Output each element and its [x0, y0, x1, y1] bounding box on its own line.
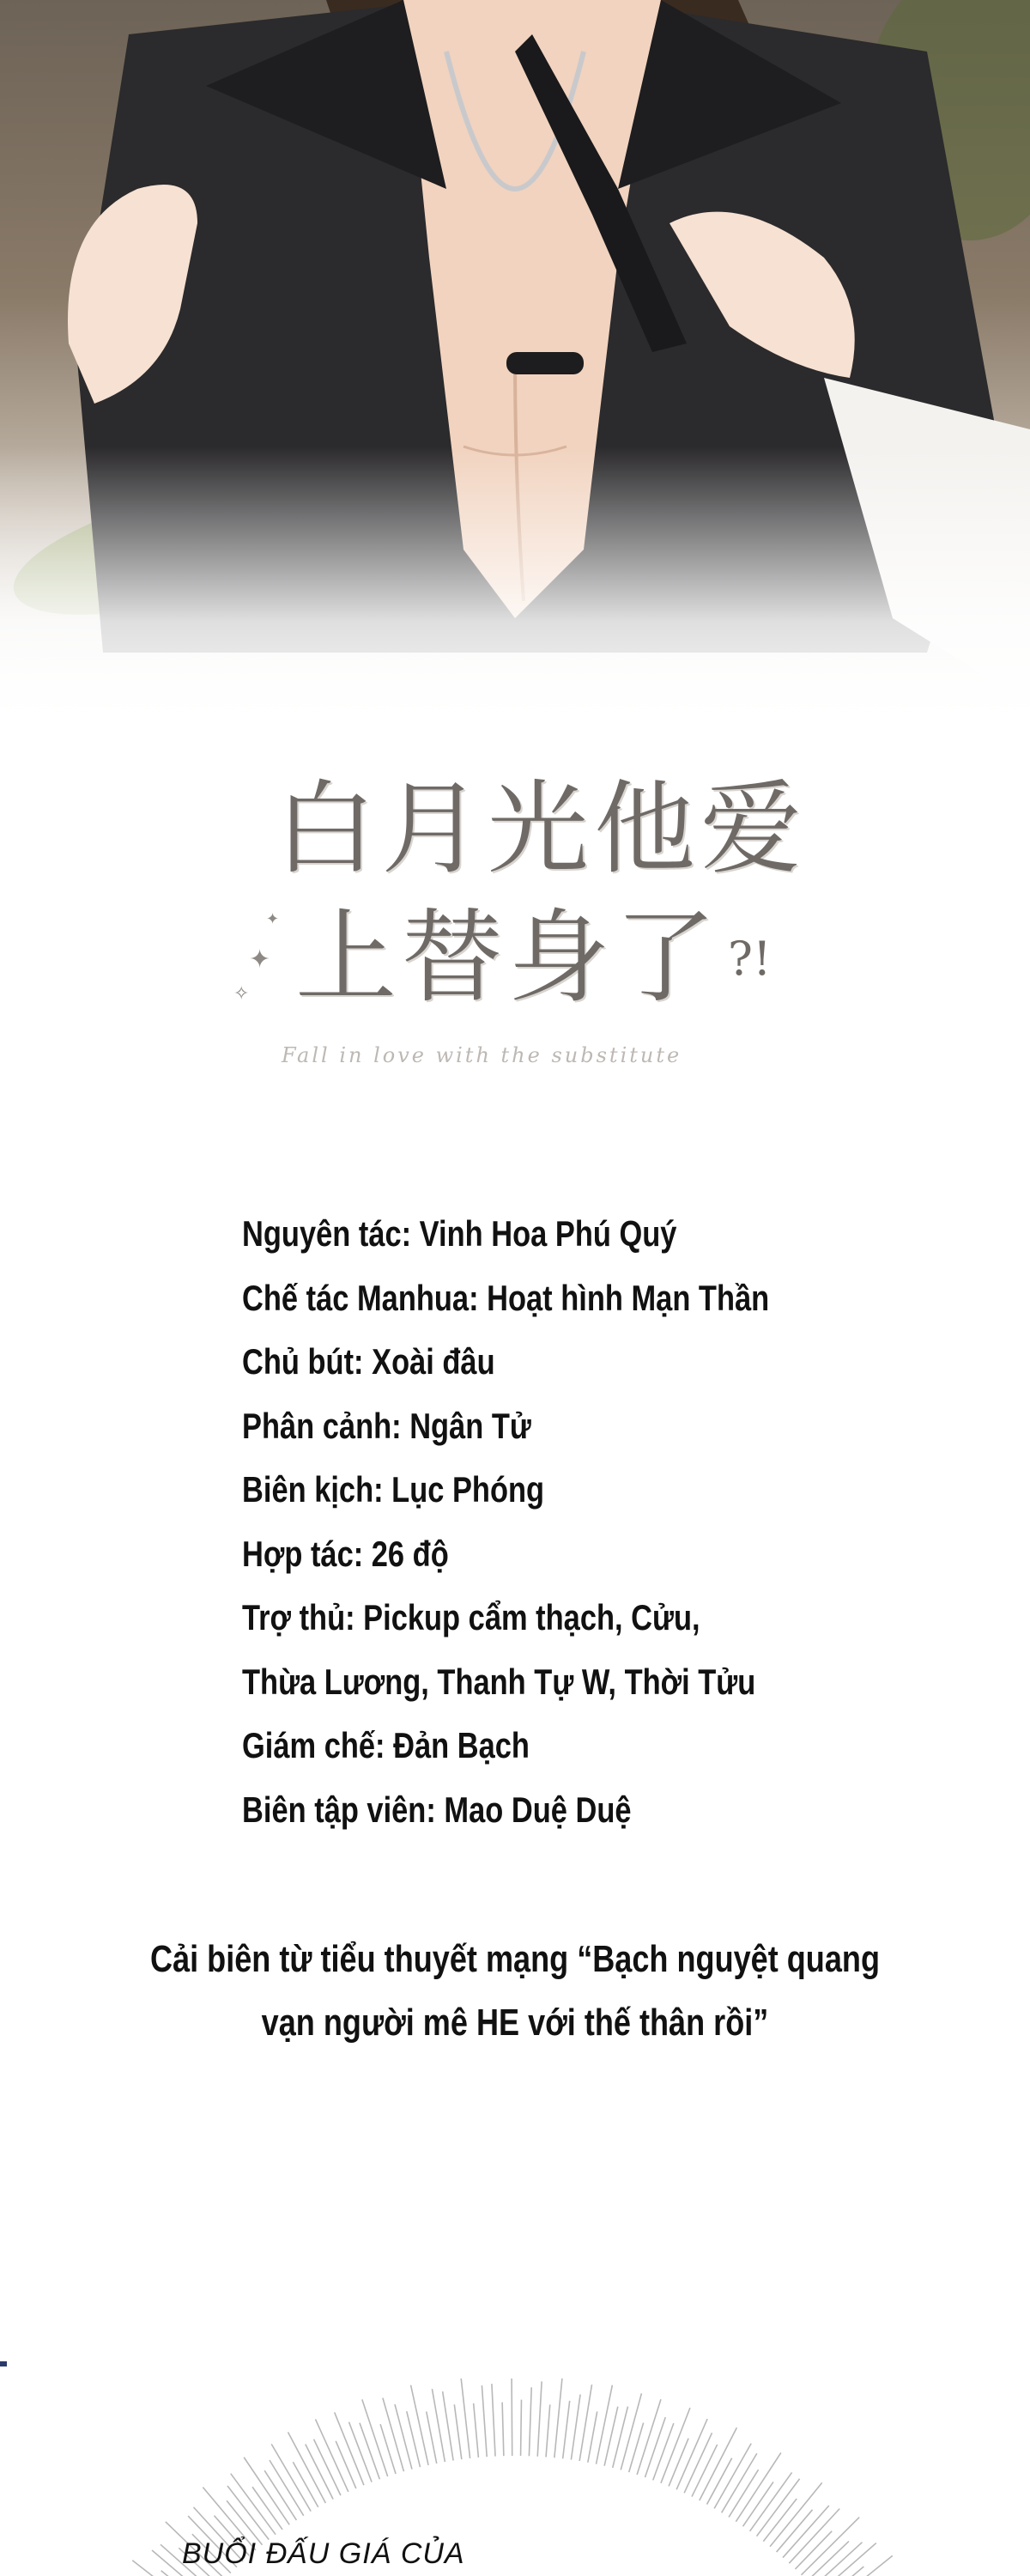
burst-line — [492, 2384, 495, 2456]
burst-line — [588, 2411, 597, 2462]
burst-line — [700, 2427, 737, 2500]
burst-line — [336, 2441, 356, 2488]
panel-caption: BUỔI ĐẤU GIÁ CỦA — [182, 2537, 465, 2570]
burst-line — [653, 2423, 674, 2480]
burst-line — [537, 2381, 542, 2456]
burst-line — [637, 2399, 661, 2475]
credit-original-author: Nguyên tác: Vinh Hoa Phú Quý — [242, 1213, 677, 1254]
burst-line — [383, 2398, 404, 2472]
adaptation-line-1: Cải biên từ tiểu thuyết mạng “Bạch nguyệt quang — [149, 1938, 881, 1980]
burst-line — [736, 2452, 781, 2521]
burst-line — [707, 2458, 732, 2505]
burst-line — [757, 2479, 800, 2537]
logo-punctuation: ?! — [728, 932, 772, 986]
burst-line — [571, 2395, 580, 2460]
burst-line — [293, 2462, 318, 2506]
burst-line — [502, 2403, 504, 2457]
burst-line — [813, 2543, 862, 2576]
burst-line — [227, 2486, 269, 2540]
burst-line — [231, 2474, 276, 2535]
burst-line — [454, 2404, 462, 2459]
burst-line — [563, 2401, 570, 2458]
burst-line — [621, 2393, 641, 2470]
burst-line — [722, 2453, 757, 2512]
credit-assistants-cont: Thừa Lương, Thanh Tự W, Thời Tửu — [242, 1661, 756, 1702]
burst-line — [461, 2379, 470, 2458]
burst-line — [807, 2542, 849, 2576]
credit-assistants: Trợ thủ: Pickup cẩm thạch, Cửu, — [242, 1597, 700, 1637]
burst-line — [395, 2404, 412, 2469]
adaptation-line-2: vạn người mê HE với thế thân rồi” — [261, 2002, 769, 2044]
credit-lead-artist: Chủ bút: Xoài đâu — [242, 1341, 495, 1382]
credit-producer: Chế tác Manhua: Hoạt hình Mạn Thần — [242, 1277, 770, 1318]
logo-title-line-1: 白月光他爱 — [275, 769, 808, 888]
burst-line — [819, 2543, 876, 2576]
burst-line — [789, 2509, 839, 2564]
burst-line — [546, 2404, 550, 2457]
burst-line — [597, 2385, 613, 2464]
burst-line — [613, 2407, 628, 2468]
burst-line — [529, 2387, 531, 2456]
adaptation-note — [52, 1928, 978, 2055]
burst-line — [380, 2424, 396, 2474]
credit-supervisor: Giám chế: Đản Bạch — [242, 1725, 530, 1765]
credit-storyboard: Phân cảnh: Ngân Tử — [242, 1405, 531, 1446]
burst-line — [288, 2433, 326, 2503]
burst-line — [645, 2417, 665, 2477]
burst-line — [315, 2419, 348, 2492]
sparkle-icon: ✧ — [233, 983, 250, 1005]
burst-line — [714, 2444, 751, 2509]
logo-title-line-2: 上替身了 — [295, 898, 722, 1017]
burst-line — [554, 2379, 562, 2458]
sparkle-icon: ✦ — [249, 945, 271, 975]
burst-line — [521, 2400, 522, 2456]
logo-subtitle: Fall in love with the substitute — [282, 1043, 682, 1067]
burst-line — [692, 2445, 718, 2497]
credit-collaboration: Hợp tác: 26 độ — [242, 1533, 449, 1574]
burst-line — [801, 2518, 859, 2575]
credit-editor: Biên tập viên: Mao Duệ Duệ — [242, 1789, 632, 1830]
credits-list — [242, 1202, 946, 1842]
burst-line — [669, 2439, 688, 2487]
sparkle-icon: ✦ — [266, 910, 280, 928]
burst-line — [360, 2423, 379, 2480]
burst-line — [244, 2458, 289, 2525]
credit-screenwriter: Biên kịch: Lục Phóng — [242, 1469, 545, 1510]
cover-illustration — [0, 0, 1030, 738]
burst-line — [271, 2444, 311, 2511]
burst-line — [474, 2403, 479, 2458]
burst-line — [482, 2385, 487, 2457]
panel-divider-mark — [0, 2361, 7, 2366]
burst-line — [443, 2391, 453, 2460]
burst-line — [427, 2412, 437, 2464]
burst-line — [783, 2506, 829, 2558]
burst-line — [411, 2385, 429, 2465]
burst-line — [829, 2555, 892, 2576]
speech-burst — [17, 2379, 1013, 2576]
burst-line — [750, 2472, 792, 2530]
burst-line — [349, 2422, 373, 2482]
series-logo — [233, 747, 808, 1108]
illustration-fade — [0, 447, 1030, 738]
